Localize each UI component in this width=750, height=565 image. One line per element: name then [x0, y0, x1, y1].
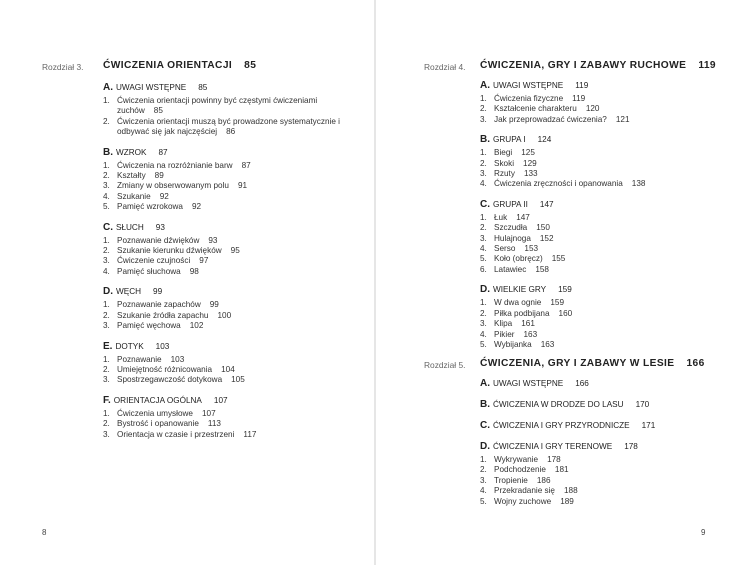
- toc-item: [103, 96, 348, 117]
- item-title: Pamięć wzrokowa: [117, 202, 183, 212]
- section-letter: D.: [480, 441, 490, 452]
- toc-item-list: [103, 96, 348, 138]
- toc-item: [103, 267, 348, 277]
- section-letter: D.: [103, 286, 113, 298]
- toc-item-list: [480, 455, 725, 507]
- section-page: 85: [198, 83, 208, 92]
- item-title: Serso: [494, 244, 516, 254]
- section-title: UWAGI WSTĘPNE: [493, 379, 564, 388]
- toc-item: [103, 355, 348, 365]
- section-page: 170: [635, 400, 650, 409]
- section-heading: [480, 199, 725, 211]
- section-heading: [480, 80, 725, 92]
- item-title: Szczudła: [494, 223, 528, 233]
- section-page: 119: [575, 81, 589, 90]
- section-letter: C.: [480, 420, 490, 431]
- toc-item: [480, 94, 725, 104]
- toc-sections: [103, 82, 348, 449]
- item-page: 85: [153, 106, 163, 116]
- item-number: 2.: [480, 223, 487, 233]
- item-page: 129: [523, 158, 537, 168]
- section-letter: A.: [480, 378, 490, 389]
- section-heading: [480, 420, 725, 432]
- toc-item: [480, 497, 725, 507]
- item-title: Jak przeprowadzać ćwiczenia?: [494, 114, 607, 124]
- toc-item: [480, 104, 725, 114]
- item-title: Klipa: [494, 319, 513, 329]
- toc-section: [480, 441, 725, 507]
- section-title: GRUPA II: [493, 199, 528, 209]
- item-page: 99: [209, 300, 219, 310]
- item-page: 125: [521, 148, 535, 158]
- toc-section: [480, 420, 725, 432]
- item-title: Poznawanie zapachów: [117, 300, 201, 310]
- item-page: 104: [221, 364, 235, 374]
- item-title: Podchodzenie: [494, 465, 546, 475]
- item-number: 4.: [480, 179, 487, 189]
- section-letter: D.: [480, 284, 490, 296]
- item-title: Pikier: [494, 329, 515, 339]
- item-title: Tropienie: [494, 475, 528, 485]
- item-page: 150: [536, 223, 550, 233]
- item-title: Ćwiczenia orientacji muszą być prowadzone systematycznie i odbywać się jak najczęściej: [117, 116, 340, 137]
- toc-item: [480, 223, 725, 233]
- item-number: 3.: [480, 169, 487, 179]
- toc-item: [480, 486, 725, 496]
- section-page: 93: [155, 222, 165, 232]
- toc-item: [103, 171, 348, 181]
- toc-section: [103, 147, 348, 213]
- section-letter: C.: [480, 198, 490, 210]
- item-title: Szukanie kierunku dźwięków: [117, 246, 222, 256]
- item-number: 2.: [103, 116, 110, 126]
- toc-sections: [480, 80, 725, 359]
- toc-item-list: [103, 300, 348, 331]
- section-title: ĆWICZENIA I GRY PRZYRODNICZE: [493, 421, 630, 430]
- toc-item: [103, 409, 348, 419]
- item-title: Hulajnoga: [494, 233, 531, 243]
- item-number: 2.: [103, 364, 110, 374]
- item-page: 188: [563, 486, 578, 496]
- toc-section: [103, 82, 348, 138]
- section-letter: B.: [480, 399, 490, 410]
- item-page: 147: [516, 212, 530, 222]
- item-number: 4.: [480, 329, 487, 339]
- section-title: SŁUCH: [116, 222, 144, 232]
- toc-item: [103, 311, 348, 321]
- item-number: 1.: [480, 212, 487, 222]
- section-letter: B.: [103, 146, 113, 158]
- item-number: 1.: [480, 148, 487, 158]
- item-page: 178: [547, 455, 561, 464]
- item-page: 117: [243, 429, 257, 439]
- item-title: Zmiany w obserwowanym polu: [117, 181, 229, 191]
- item-number: 3.: [480, 319, 487, 329]
- item-title: Poznawanie: [117, 354, 162, 364]
- toc-item: [103, 181, 348, 191]
- item-page: 113: [207, 419, 221, 429]
- item-number: 3.: [103, 375, 110, 385]
- item-page: 92: [159, 191, 169, 201]
- toc-item: [103, 430, 348, 440]
- item-page: 100: [217, 310, 232, 320]
- toc-section: [480, 199, 725, 275]
- item-number: 4.: [103, 191, 110, 201]
- toc-item: [480, 254, 725, 264]
- item-number: 5.: [480, 254, 487, 264]
- item-number: 2.: [480, 465, 487, 475]
- page-number: 9: [701, 528, 706, 537]
- item-page: 121: [615, 114, 630, 124]
- item-number: 3.: [103, 321, 110, 331]
- item-title: Skoki: [494, 158, 515, 168]
- section-title: ORIENTACJA OGÓLNA: [113, 395, 202, 405]
- item-number: 1.: [103, 300, 110, 310]
- toc-item: [103, 419, 348, 429]
- item-number: 2.: [480, 158, 487, 168]
- item-number: 1.: [103, 235, 110, 245]
- item-page: 93: [208, 235, 218, 245]
- toc-section: [480, 399, 725, 411]
- item-page: 158: [535, 264, 549, 274]
- toc-item: [480, 179, 725, 189]
- toc-section: [480, 80, 725, 125]
- section-heading: [480, 284, 725, 296]
- item-number: 4.: [103, 266, 110, 276]
- section-title: WIELKIE GRY: [493, 285, 547, 295]
- item-number: 2.: [103, 171, 110, 181]
- left-page: [0, 0, 374, 565]
- item-page: 102: [189, 321, 204, 331]
- toc-item: [103, 161, 348, 171]
- item-page: 133: [523, 169, 538, 179]
- item-title: Kształty: [117, 171, 146, 181]
- section-page: 99: [153, 287, 163, 297]
- toc-item: [480, 330, 725, 340]
- item-page: 153: [524, 244, 539, 254]
- section-title: UWAGI WSTĘPNE: [116, 83, 187, 92]
- item-number: 3.: [480, 233, 487, 243]
- section-letter: F.: [103, 394, 111, 406]
- item-number: 3.: [103, 429, 110, 439]
- toc-item: [480, 169, 725, 179]
- item-number: 1.: [103, 96, 110, 105]
- toc-item: [480, 319, 725, 329]
- item-title: Wybijanka: [494, 339, 532, 349]
- item-number: 3.: [103, 256, 110, 266]
- toc-item: [480, 115, 725, 125]
- item-title: Bystrość i opanowanie: [117, 419, 199, 429]
- item-number: 1.: [480, 94, 487, 103]
- toc-item: [103, 202, 348, 212]
- item-number: 2.: [480, 104, 487, 114]
- toc-item: [480, 465, 725, 475]
- section-page: 103: [155, 341, 170, 351]
- item-page: 181: [554, 465, 569, 475]
- section-letter: B.: [480, 134, 490, 146]
- section-heading: [480, 399, 725, 411]
- toc-item-list: [480, 298, 725, 350]
- toc-item: [480, 298, 725, 308]
- section-title: WĘCH: [116, 287, 142, 297]
- toc-section: [480, 134, 725, 190]
- chapter-title: ĆWICZENIA, GRY I ZABAWY W LESIE 166: [480, 358, 705, 369]
- item-page: 98: [189, 266, 199, 276]
- item-title: Biegi: [494, 148, 513, 158]
- toc-section: [103, 286, 348, 331]
- section-title: ĆWICZENIA I GRY TERENOWE: [493, 442, 613, 451]
- item-page: 186: [536, 475, 551, 485]
- item-page: 97: [199, 256, 209, 266]
- item-number: 5.: [103, 202, 110, 212]
- toc-item: [480, 234, 725, 244]
- item-title: Łuk: [494, 212, 508, 222]
- toc-item: [480, 265, 725, 275]
- section-heading: [103, 286, 348, 298]
- section-letter: A.: [480, 80, 490, 91]
- item-title: Wykrywanie: [494, 455, 539, 464]
- toc-sections: [480, 378, 725, 516]
- section-heading: [480, 441, 725, 453]
- item-number: 5.: [480, 496, 487, 506]
- item-number: 5.: [480, 339, 487, 349]
- item-number: 1.: [103, 354, 110, 364]
- item-page: 103: [170, 354, 185, 364]
- item-number: 6.: [480, 264, 487, 274]
- item-title: Szukanie: [117, 191, 151, 201]
- toc-item: [480, 159, 725, 169]
- section-page: 147: [539, 199, 554, 209]
- chapter-label: Rozdział 4.: [424, 62, 466, 72]
- toc-item: [103, 117, 348, 138]
- item-number: 2.: [103, 310, 110, 320]
- toc-item: [103, 321, 348, 331]
- section-heading: [103, 222, 348, 234]
- item-title: Orientacja w czasie i przestrzeni: [117, 429, 235, 439]
- item-title: W dwa ognie: [494, 298, 542, 308]
- toc-item-list: [480, 148, 725, 190]
- item-title: Ćwiczenia zręczności i opanowania: [494, 179, 623, 189]
- item-title: Przekradanie się: [494, 486, 555, 496]
- section-heading: [480, 378, 725, 390]
- toc-section: [480, 378, 725, 390]
- item-title: Pamięć węchowa: [117, 321, 181, 331]
- toc-item: [103, 375, 348, 385]
- item-title: Szukanie źródła zapachu: [117, 310, 209, 320]
- item-number: 3.: [103, 181, 110, 191]
- section-page: 107: [213, 395, 228, 405]
- item-page: 155: [551, 254, 566, 264]
- toc-item: [103, 236, 348, 246]
- item-number: 3.: [480, 475, 487, 485]
- section-letter: E.: [103, 340, 113, 352]
- toc-section: [480, 284, 725, 350]
- item-number: 2.: [103, 419, 110, 429]
- toc-section: [103, 395, 348, 440]
- chapter-label: Rozdział 5.: [424, 360, 466, 370]
- item-title: Latawiec: [494, 264, 527, 274]
- item-page: 91: [237, 181, 248, 191]
- right-page: [376, 0, 750, 565]
- section-page: 171: [641, 421, 656, 430]
- item-page: 120: [585, 104, 600, 114]
- page-number: 8: [42, 528, 47, 537]
- toc-item: [480, 455, 725, 465]
- item-title: Poznawanie dźwięków: [117, 235, 200, 245]
- item-number: 1.: [480, 298, 487, 308]
- toc-item-list: [103, 409, 348, 440]
- item-page: 152: [539, 233, 554, 243]
- section-title: DOTYK: [115, 341, 144, 351]
- item-title: Ćwiczenie czujności: [117, 256, 191, 266]
- section-page: 178: [624, 442, 638, 451]
- section-heading: [103, 147, 348, 159]
- section-page: 87: [158, 147, 168, 157]
- toc-item: [480, 476, 725, 486]
- toc-section: [103, 222, 348, 278]
- toc-item-list: [480, 213, 725, 275]
- toc-item: [103, 192, 348, 202]
- item-title: Koło (obręcz): [494, 254, 543, 264]
- item-page: 189: [560, 496, 574, 506]
- item-page: 107: [202, 408, 216, 418]
- toc-item: [103, 365, 348, 375]
- item-page: 119: [572, 94, 586, 103]
- toc-item-list: [103, 161, 348, 213]
- item-number: 4.: [480, 486, 487, 496]
- toc-item: [103, 256, 348, 266]
- section-heading: [103, 395, 348, 407]
- chapter-title: ĆWICZENIA, GRY I ZABAWY RUCHOWE 119: [480, 60, 716, 71]
- item-number: 2.: [480, 308, 487, 318]
- item-number: 2.: [103, 246, 110, 256]
- toc-item: [480, 244, 725, 254]
- item-page: 86: [226, 127, 236, 137]
- item-page: 138: [631, 179, 646, 189]
- section-heading: [103, 341, 348, 353]
- toc-item: [480, 340, 725, 350]
- item-page: 163: [540, 339, 555, 349]
- section-title: UWAGI WSTĘPNE: [493, 81, 564, 90]
- section-heading: [480, 134, 725, 146]
- item-page: 95: [230, 246, 240, 256]
- item-title: Kształcenie charakteru: [494, 104, 577, 114]
- chapter-label: Rozdział 3.: [42, 62, 84, 72]
- item-number: 3.: [480, 114, 487, 124]
- item-page: 160: [558, 308, 573, 318]
- item-page: 159: [550, 298, 565, 308]
- section-title: ĆWICZENIA W DRODZE DO LASU: [493, 400, 624, 409]
- chapter-title: ĆWICZENIA ORIENTACJI 85: [103, 60, 257, 71]
- toc-item: [480, 148, 725, 158]
- section-page: 166: [575, 379, 589, 388]
- item-page: 163: [523, 329, 538, 339]
- item-title: Pamięć słuchowa: [117, 266, 181, 276]
- toc-item-list: [103, 355, 348, 386]
- item-page: 105: [231, 375, 245, 385]
- item-title: Wojny zuchowe: [494, 496, 552, 506]
- item-page: 89: [154, 171, 164, 181]
- section-heading: [103, 82, 348, 94]
- section-page: 159: [558, 285, 572, 295]
- toc-item: [480, 213, 725, 223]
- item-page: 161: [521, 319, 535, 329]
- item-title: Ćwiczenia na rozróżnianie barw: [117, 160, 233, 170]
- item-page: 87: [241, 160, 251, 170]
- section-letter: C.: [103, 221, 113, 233]
- section-title: GRUPA I: [493, 135, 526, 145]
- item-title: Piłka podbijana: [494, 308, 550, 318]
- toc-item: [103, 300, 348, 310]
- toc-item: [480, 309, 725, 319]
- item-title: Umiejętność różnicowania: [117, 364, 213, 374]
- section-page: 124: [537, 135, 552, 145]
- item-page: 92: [191, 202, 202, 212]
- item-number: 1.: [103, 160, 110, 170]
- item-title: Ćwiczenia orientacji powinny być częstymi ćwiczeniami zuchów: [117, 96, 318, 116]
- toc-section: [103, 341, 348, 386]
- item-number: 1.: [480, 455, 487, 464]
- toc-item-list: [480, 94, 725, 125]
- item-title: Rzuty: [494, 169, 515, 179]
- section-title: WZROK: [116, 147, 147, 157]
- item-number: 1.: [103, 408, 110, 418]
- item-title: Spostrzegawczość dotykowa: [117, 375, 223, 385]
- item-number: 4.: [480, 244, 487, 254]
- item-title: Ćwiczenia fizyczne: [494, 94, 564, 103]
- item-title: Ćwiczenia umysłowe: [117, 408, 193, 418]
- toc-item-list: [103, 236, 348, 278]
- toc-item: [103, 246, 348, 256]
- section-letter: A.: [103, 82, 113, 93]
